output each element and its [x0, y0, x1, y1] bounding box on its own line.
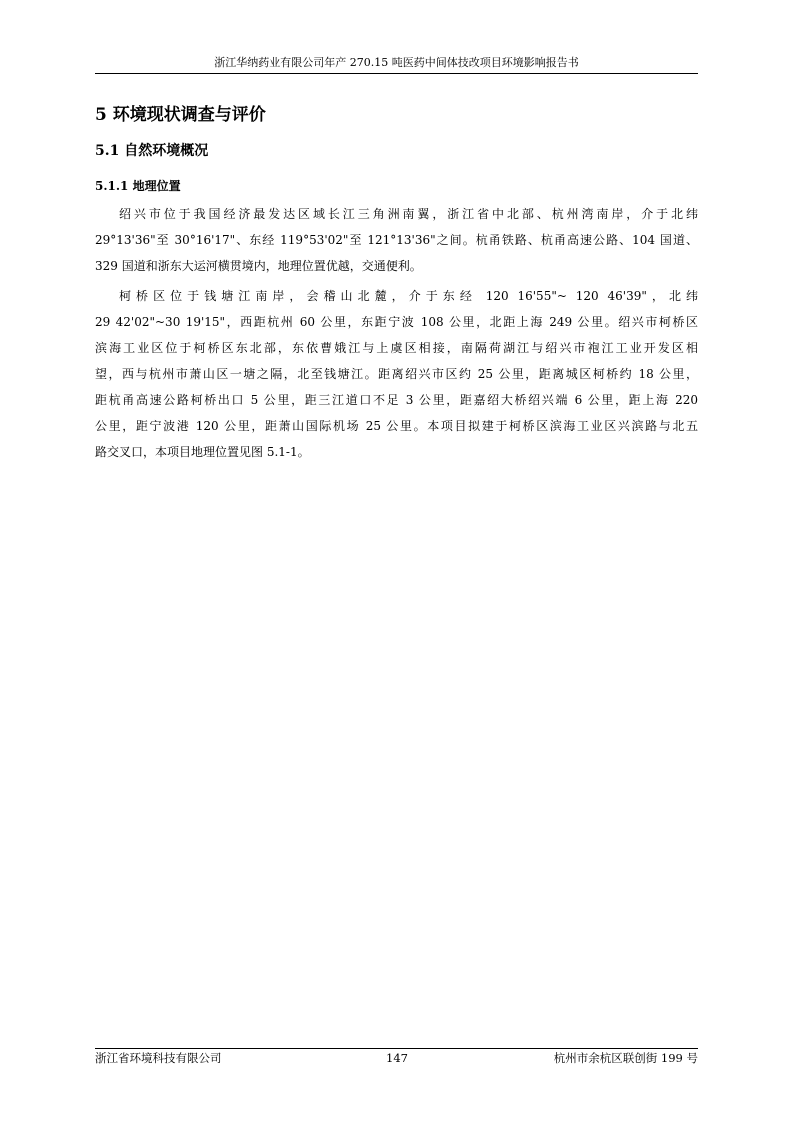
running-header: 浙江华纳药业有限公司年产 270.15 吨医药中间体技改项目环境影响报告书	[214, 56, 579, 69]
subsubsection-heading: 5.1.1 地理位置	[95, 179, 181, 193]
footer-company: 浙江省环境科技有限公司	[95, 1051, 222, 1065]
footer-address: 杭州市余杭区联创街 199 号	[553, 1051, 698, 1065]
paragraph-line: 29°13'36"至 30°16'17"、东经 119°53'02"至 121°13'36"之间。杭甬铁路、杭甬高速公路、104 国道、	[95, 233, 698, 247]
paragraph-line: 绍兴市位于我国经济最发达区域长江三角洲南翼，浙江省中北部、杭州湾南岸，介于北纬	[119, 207, 698, 221]
paragraph-location-shaoxing	[95, 201, 698, 279]
paragraph-location-keqiao	[95, 283, 698, 465]
paragraph-line: 29 42'02"~30 19'15"，西距杭州 60 公里，东距宁波 108 公里，北距上海 249 公里。绍兴市柯桥区	[95, 315, 698, 329]
paragraph-line: 柯桥区位于钱塘江南岸，会稽山北麓，介于东经 120 16'55"~ 120 46'39"，北纬	[119, 289, 698, 303]
paragraph-line: 滨海工业区位于柯桥区东北部，东依曹娥江与上虞区相接，南隔荷湖江与绍兴市袍江工业开发区相	[95, 341, 698, 355]
paragraph-line: 公里，距宁波港 120 公里，距萧山国际机场 25 公里。本项目拟建于柯桥区滨海工业区兴滨路与北五	[95, 419, 698, 433]
paragraph-line: 329 国道和浙东大运河横贯境内，地理位置优越，交通便利。	[95, 259, 422, 273]
page-number: 147	[386, 1051, 408, 1065]
section-heading: 5 环境现状调查与评价	[95, 105, 266, 125]
header-divider	[95, 73, 698, 74]
paragraph-line: 路交叉口，本项目地理位置见图 5.1-1。	[95, 445, 310, 459]
paragraph-line: 距杭甬高速公路柯桥出口 5 公里，距三江道口不足 3 公里，距嘉绍大桥绍兴端 6 公里，距上海 220	[95, 393, 698, 407]
subsection-heading: 5.1 自然环境概况	[95, 143, 209, 159]
paragraph-line: 望，西与杭州市萧山区一塘之隔，北至钱塘江。距离绍兴市区约 25 公里，距离城区柯桥约 18 公里，	[95, 367, 698, 381]
footer-divider	[95, 1048, 698, 1049]
